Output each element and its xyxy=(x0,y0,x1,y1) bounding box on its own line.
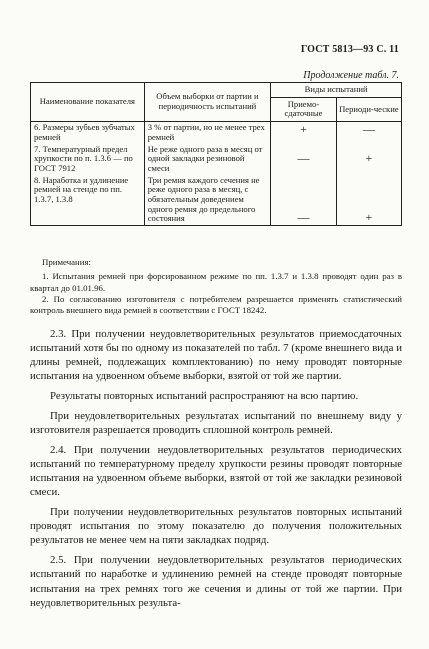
table-row xyxy=(31,122,402,144)
row-name: 7. Температурный предел хрупкости по п. 1.3.6 — по ГОСТ 7912 xyxy=(31,144,145,175)
paragraph: Результаты повторных испытаний распространяют на всю партию. xyxy=(50,390,359,403)
note-item: 1. Испытания ремней при форсированном режиме по пп. 1.3.7 и 1.3.8 проводят один раз в квартал до 01.01.96. xyxy=(30,271,402,293)
row-periodic: + xyxy=(336,144,401,175)
body-text xyxy=(30,327,402,616)
col-header-acceptance: Приемо-сдаточные xyxy=(271,97,336,121)
row-acceptance: — xyxy=(271,144,336,175)
paragraph: При неудовлетворительных результатах испытаний по внешнему виду у изготовителя разрешается проводить сплошной контроль ремней. xyxy=(30,410,402,437)
row-acceptance: — xyxy=(271,175,336,226)
paragraph: 2.5. При получении неудовлетворительных результатов периодических испытаний по наработке и удлинению ремней на стенде проводят повторные испытания на трех ремнях того же сечения и длины от той же партии. При неудовлетворительных результа- xyxy=(30,554,402,609)
row-periodic: + xyxy=(336,175,401,226)
table-continuation-label: Продолжение табл. 7. xyxy=(303,70,399,81)
row-volume: Не реже одного раза в месяц от одной закладки резиновой смеси xyxy=(144,144,271,175)
notes-heading: Примечания: xyxy=(42,257,91,267)
row-volume: 3 % от партии, но не менее трех ремней xyxy=(144,122,271,144)
table-row xyxy=(31,175,402,226)
row-name: 6. Размеры зубьев зубчатых ремней xyxy=(31,122,145,144)
paragraph: При получении неудовлетворительных результатов повторных испытаний проводят испытания по этому показателю до получения положительных результатов не менее чем на пяти закладках подряд. xyxy=(30,506,402,547)
paragraph: 2.4. При получении неудовлетворительных результатов периодических испытаний по температурному пределу хрупкости резины проводят повторные испытания на удвоенном объеме выборки, взятой от той же закладки резиновой смеси. xyxy=(30,444,402,499)
row-acceptance: + xyxy=(271,122,336,144)
row-name: 8. Наработка и удлинение ремней на стенде по пп. 1.3.7, 1.3.8 xyxy=(31,175,145,226)
table-row xyxy=(31,144,402,175)
col-header-periodic: Периоди-ческие xyxy=(336,97,401,121)
col-header-volume: Объем выборки от партии и периодичность испытаний xyxy=(144,83,271,122)
notes-block xyxy=(30,257,402,316)
col-header-name: Наименование показателя xyxy=(31,83,145,122)
test-table xyxy=(30,82,402,226)
note-item: 2. По согласованию изготовителя с потребителем разрешается применять статистический контроль внешнего вида ремней в соответствии с ГОСТ 18242. xyxy=(30,293,402,315)
row-volume: Три ремня каждого сечения не реже одного раза в месяц, с обязательным доведением одного ремня до предельного состояния xyxy=(144,175,271,226)
col-header-test-types: Виды испытаний xyxy=(271,83,402,98)
paragraph: 2.3. При получении неудовлетворительных результатов приемосдаточных испытаний хотя бы по одному из показателей по табл. 7 (кроме внешнего вида и длины ремней, подлежащих комплектованию) по нему проводят повторные испытания на удвоенном объеме выборки, взятой от той же партии. xyxy=(30,328,402,383)
page-header: ГОСТ 5813—93 С. 11 xyxy=(300,44,399,55)
row-periodic: — xyxy=(336,122,401,144)
